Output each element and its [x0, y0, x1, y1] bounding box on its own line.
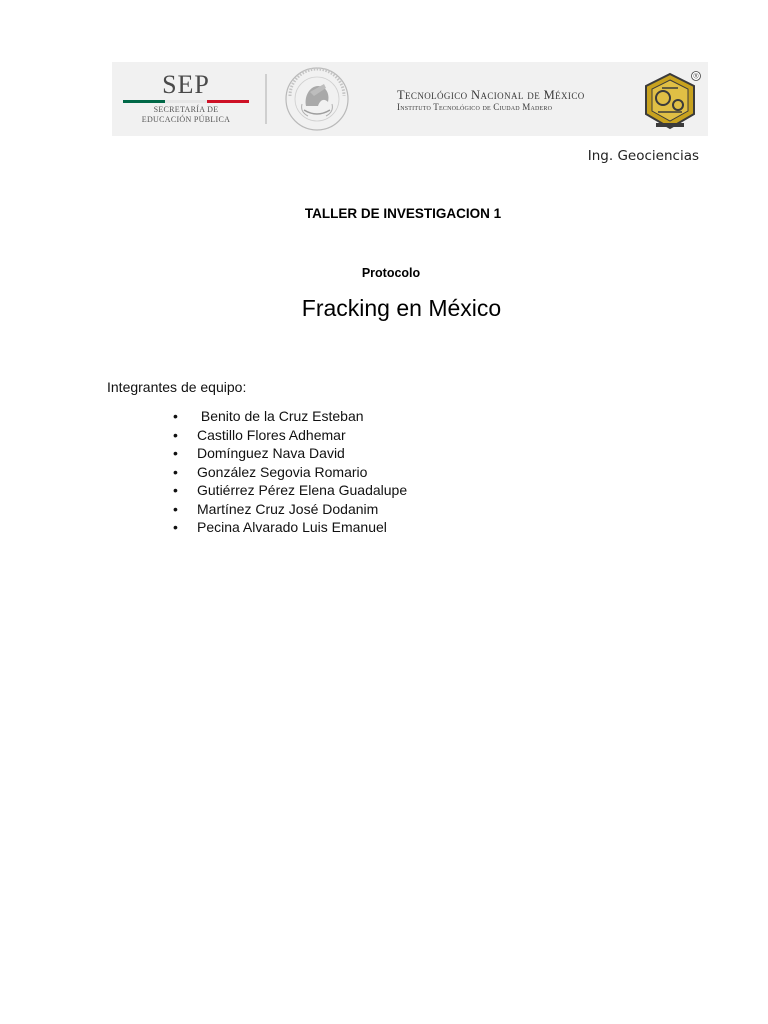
bullet-icon: • [173, 519, 178, 535]
member-name: Domínguez Nava David [197, 445, 345, 461]
list-item [173, 500, 407, 519]
tecnm-title: Tecnológico Nacional de México [397, 88, 585, 102]
sep-logo-line1: SECRETARÍA DE [153, 105, 219, 114]
document-type: Protocolo [361, 266, 421, 280]
team-label: Integrantes de equipo: [107, 379, 247, 395]
sep-logo-line2: EDUCACIÓN PÚBLICA [141, 115, 231, 124]
logo-divider [265, 74, 267, 124]
member-name: González Segovia Romario [197, 463, 368, 480]
document-title: Fracking en México [301, 295, 502, 321]
list-item [173, 444, 407, 463]
bullet-icon: • [173, 408, 178, 424]
career-name: Ing. Geociencias [587, 148, 699, 164]
list-item [173, 463, 407, 482]
team-members-list [173, 407, 407, 537]
itcm-gear-emblem-icon [638, 70, 702, 132]
sep-tricolor-line [123, 100, 249, 103]
list-item [173, 518, 407, 537]
bullet-icon: • [173, 445, 178, 461]
member-name: Benito de la Cruz Esteban [197, 408, 364, 424]
list-item [173, 407, 407, 426]
tecnm-wordmark [397, 88, 627, 113]
member-name: Pecina Alvarado Luis Emanuel [197, 519, 387, 535]
member-name: Gutiérrez Pérez Elena Guadalupe [197, 482, 408, 498]
sep-logo [120, 72, 252, 130]
list-item [173, 481, 407, 500]
member-name: Martínez Cruz José Dodanim [197, 500, 379, 517]
sep-logo-title: SEP [162, 70, 210, 99]
registered-mark: ® [693, 73, 699, 81]
mexican-coat-of-arms-seal-icon [280, 66, 354, 132]
bullet-icon: • [173, 500, 178, 517]
bullet-icon: • [173, 463, 178, 480]
header-banner [112, 62, 708, 136]
course-title: TALLER DE INVESTIGACION 1 [304, 206, 502, 221]
list-item [173, 426, 407, 445]
tecnm-subtitle: Instituto Tecnológico de Ciudad Madero [397, 102, 553, 112]
member-name: Castillo Flores Adhemar [197, 426, 346, 443]
bullet-icon: • [173, 482, 178, 498]
bullet-icon: • [173, 426, 178, 443]
